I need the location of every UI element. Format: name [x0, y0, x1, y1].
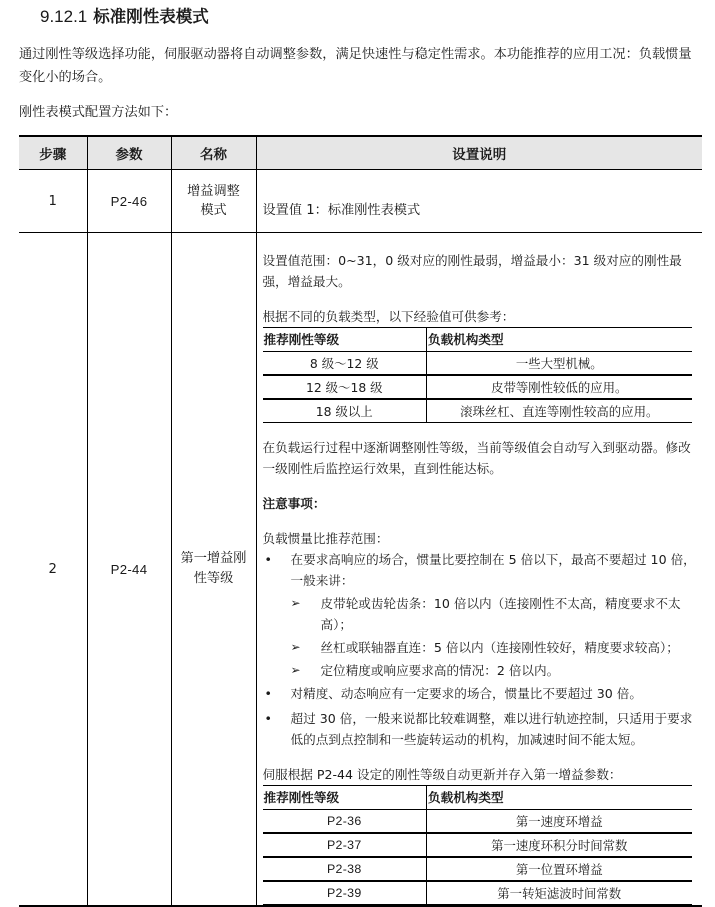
ref-intro: 根据不同的负载类型，以下经验值可供参考：	[262, 309, 515, 324]
desc-cell	[256, 233, 702, 907]
range-text: 设置值范围：0~31，0 级对应的刚性最弱，增益最小：31 级对应的刚性最强，增益最大。	[262, 253, 682, 289]
table-row	[19, 170, 702, 233]
sub-item-text: 定位精度或响应要求高的情况：2 倍以内。	[320, 663, 560, 678]
table-row	[263, 399, 692, 423]
list-item	[263, 708, 697, 750]
header-step: 步骤	[19, 136, 87, 170]
desc-cell: 设置值 1：标准刚性表模式	[256, 170, 702, 233]
type-cell: 第一速度环增益	[427, 810, 692, 834]
table-row	[263, 352, 692, 376]
table-header-row	[19, 136, 702, 170]
header-desc: 设置说明	[256, 136, 702, 170]
level-cell: 8 级～12 级	[263, 352, 427, 376]
param-cell: P2-38	[263, 857, 427, 881]
update-intro: 伺服根据 P2-44 设定的刚性等级自动更新并存入第一增益参数：	[262, 767, 622, 782]
name-cell: 第一增益刚性等级	[171, 233, 256, 907]
name-cell: 增益调整模式	[171, 170, 256, 233]
table-row	[263, 857, 692, 881]
table-row	[263, 881, 692, 905]
list-item	[263, 549, 697, 681]
list-item	[291, 660, 697, 681]
table-row	[263, 833, 692, 857]
section-title: 标准刚性表模式	[93, 7, 209, 26]
stiffness-ref-table	[263, 327, 692, 423]
bullet-text: 超过 30 倍，一般来说都比较难调整，难以进行轨迹控制，只适用于要求低的点到点控制和一些旋转运动的机构，加减速时间不能太短。	[290, 711, 693, 747]
config-table	[19, 135, 702, 907]
sub-header: 负载机构类型	[427, 786, 692, 810]
param-cell: P2-36	[263, 810, 427, 834]
arrow-icon: ➢	[290, 663, 301, 677]
table-row	[19, 233, 702, 907]
bullet-text: 对精度、动态响应有一定要求的场合，惯量比不要超过 30 倍。	[290, 686, 642, 701]
level-cell: 18 级以上	[263, 399, 427, 423]
arrow-icon: ➢	[290, 596, 301, 610]
list-item	[263, 683, 697, 704]
config-intro: 刚性表模式配置方法如下：	[19, 105, 178, 120]
type-cell: 皮带等刚性较低的应用。	[427, 375, 692, 399]
level-cell: 12 级～18 级	[263, 375, 427, 399]
sub-item-text: 丝杠或联轴器直连：5 倍以内（连接刚性较好，精度要求较高）；	[320, 640, 679, 655]
param-cell: P2-37	[263, 833, 427, 857]
type-cell: 第一转矩滤波时间常数	[427, 881, 692, 905]
table-row	[263, 810, 692, 834]
header-param: 参数	[87, 136, 171, 170]
table-row	[263, 375, 692, 399]
sub-header: 推荐刚性等级	[263, 786, 427, 810]
arrow-icon: ➢	[290, 640, 301, 654]
list-item	[291, 593, 697, 635]
bullet-text: 在要求高响应的场合，惯量比要控制在 5 倍以下，最高不要超过 10 倍，一般来讲：	[290, 552, 696, 588]
section-heading	[40, 3, 209, 27]
list-item	[291, 637, 697, 658]
inertia-list	[263, 549, 697, 750]
param-cell: P2-46	[87, 170, 171, 233]
type-cell: 第一位置环增益	[427, 857, 692, 881]
inertia-intro: 负载惯量比推荐范围：	[262, 531, 389, 546]
type-cell: 滚珠丝杠、直连等刚性较高的应用。	[427, 399, 692, 423]
sub-list	[291, 593, 697, 681]
step-cell: 2	[19, 233, 87, 907]
section-number: 9.12.1	[40, 7, 88, 26]
sub-header: 负载机构类型	[427, 328, 692, 352]
tuning-text: 在负载运行过程中逐渐调整刚性等级，当前等级值会自动写入到驱动器。修改一级刚性后监控运行效果，直到性能达标。	[262, 440, 691, 476]
gain-param-table	[263, 785, 692, 905]
type-cell: 一些大型机械。	[427, 352, 692, 376]
param-cell: P2-39	[263, 881, 427, 905]
param-cell: P2-44	[87, 233, 171, 907]
step-cell: 1	[19, 170, 87, 233]
type-cell: 第一速度环积分时间常数	[427, 833, 692, 857]
notes-title: 注意事项：	[262, 496, 326, 511]
sub-item-text: 皮带轮或齿轮齿条：10 倍以内（连接刚性不太高，精度要求不太高）；	[320, 596, 681, 632]
sub-header: 推荐刚性等级	[263, 328, 427, 352]
header-name: 名称	[171, 136, 256, 170]
intro-paragraph: 通过刚性等级选择功能，伺服驱动器将自动调整参数，满足快速性与稳定性需求。本功能推荐的应用工况：负载惯量变化小的场合。	[19, 47, 692, 85]
